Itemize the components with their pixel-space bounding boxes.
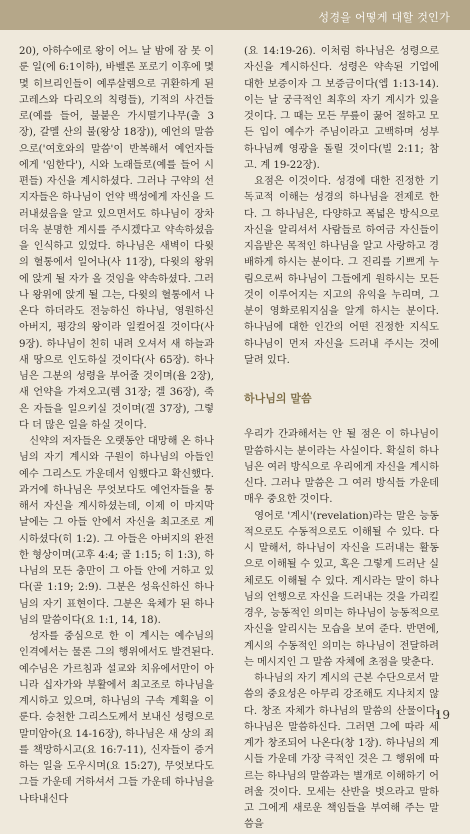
paragraph: 신약의 저자들은 오랫동안 대망해 온 하나님의 자기 계시와 구원이 하나님의 아들인 예수 그리스도 가운데서 임했다고 확신했다. 과거에 하나님은 무엇보다도 예언자들을 통해서 자신을 계시하셨는데, 이제 이 마지막 날에는 그 아들 안에서 자신을 최고조로 계시하셨다(히 1:2). 그 아들은 아버지의 완전한 형상이며(고후 4:4; 골 1:15; 히 1:3), 하나님의 모든 충만이 그 아들 안에 거하고 있다(골 1:19; 2:9). 그분은 성육신하신 하나님의 자기 표현이다. 그분은 육체가 된 하나님의 말씀이다(요 1:1, 14, 18). [19, 436, 214, 626]
paragraph: (요 14:19-26). 이처럼 하나님은 성령으로 자신을 계시하신다. 성령은 약속된 기업에 대한 보증이자 그 보증금이다(엡 1:13-14). 이는 날 궁극적인 최후의 자기 계시가 있을 것이다. 그 때는 모든 무릎이 꿇어 절하고 모든 입이 예수가 주님이라고 고백하며 성부 하나님께 영광을 돌릴 것이다(빌 2:11; 참고. 계 19-22장). [244, 46, 439, 171]
running-header-band [0, 0, 470, 30]
paragraph: 20), 아하수에로 왕이 어느 날 밤에 잠 못 이룬 일(에 6:1이하), 바벨론 포로기 이후에 몇몇 히브리인들이 예루살렘으로 귀환하게 된 고레스와 다리오의 칙령들), 기적의 사건들로(예를 들어, 불붙은 가시떨기나무(출 3장), 갈멜 산의 불(왕상 18장)), 예언의 말씀으로('여호와의 말씀'이 반복해서 예언자들에게 '임한다'), 시와 노래들로(예를 들어 시편들) 자신을 계시하셨다. 그러나 구약의 선지자들은 하나님이 언약 백성에게 자신을 드러내셨음을 알고 있으면서도 하나님이 장차 더욱 분명한 계시를 주시겠다고 약속하셨음을 인식하고 있었다. 하나님은 새벽이 다윗의 혈통에서 일어나(사 11장), 다윗의 왕위에 앉게 될 자가 올 것임을 약속하셨다. 그러나 왕위에 앉게 될 그는, 다윗의 혈통에서 나온다 하더라도 전능하신 하나님, 영원하신 아버지, 평강의 왕이라 일컬어질 것이다(사 9장). 하나님이 친히 내려 오셔서 새 하늘과 새 땅으로 인도하실 것이다(사 65장). 하나님은 그분의 성령을 부어줄 것이며(욜 2장), 새 언약을 가져오고(렘 31장; 겔 36장), 죽은 자들을 일으키실 것이며(겔 37장), 그렇다 더 많은 일을 하실 것이다. [19, 46, 214, 431]
paragraph: 성자를 중심으로 한 이 계시는 예수님의 인격에서는 물론 그의 행위에서도 발견된다. 예수님은 가르침과 설교와 치유에서만이 아니라 십자가와 부활에서 최고조로 하나님을 계시하고 있으며, 하나님의 구속 계획을 이룬다. 승천한 그리스도께서 보내신 성령으로 말미암아(요 14-16장), 하나님은 새 상의 죄를 책망하시고(요 16:7-11), 신자들이 증거하는 일을 도우시며(요 15:27), 무엇보다도 그들 가운데 거하셔서 그들 가운데 하나님을 나타내신다 [19, 631, 214, 805]
section-heading: 하나님의 말씀 [244, 392, 312, 405]
paragraph: 하나님의 자기 계시의 근본 수단으로서 말씀의 중요성은 아무리 강조해도 지나치지 않다. 창조 자체가 하나님의 말씀의 산물이다. 하나님은 말씀하신다. 그러면 그에 따라 세계가 창조되어 나온다(창 1장). 하나님의 계시들 가운데 가장 극적인 것은 그 행위에 따르는 하나님의 말씀과는 별개로 이해하기 어려울 것이다. 모세는 산반을 벗으라고 말하고 그에게 새로운 책임들을 부여해 주는 말씀을 [244, 673, 439, 831]
right-column [244, 44, 439, 834]
paragraph: 우리가 간과해서는 안 될 점은 이 하나님이 말씀하시는 분이라는 사실이다. 확실히 하나님은 여러 방식으로 우리에게 자신을 계시하신다. 그러나 말씀은 그 여러 방식들 가운데 매우 중요한 것이다. [244, 429, 439, 506]
paragraph: 영어로 '계시'(revelation)라는 말은 능동적으로도 수동적으로도 이해될 수 있다. 다시 말해서, 하나님이 자신을 드러내는 활동으로 이해될 수 있고, 혹은 그렇게 드러난 실체로도 이해될 수 있다. 계시라는 말이 하나님의 언행으로 자신을 드러내는 것을 가리킬 경우, 능동적인 의미는 하나님이 능동적으로 자신을 알리시는 모습을 보여 준다. 반면에, 계시의 수동적인 의미는 하나님이 전달하려는 메시지인 그 말씀 자체에 초점을 맞춘다. [244, 510, 439, 668]
left-column [19, 44, 214, 808]
paragraph: 요점은 이것이다. 성경에 대한 진정한 기독교적 이해는 성경의 하나님을 전제로 한다. 그 하나님은, 다양하고 폭넓은 방식으로 자신을 알리셔서 사람들로 하여금 자신들이 지음받은 목적인 하나님을 알고 사랑하고 경배하게 하시는 분이다. 그 진리를 기쁘게 누림으로써 하나님이 그들에게 원하시는 모든 것이 이루어지는 지고의 유익을 누리며, 그분이 영화로워지심을 알게 하시는 분이다. 하나님에 대한 인간의 어떤 진정한 지식도 하나님이 먼저 자신을 드러내 주시는 것에 달려 있다. [244, 176, 439, 366]
page-number: 19 [434, 708, 450, 722]
running-header-title: 성경을 어떻게 대할 것인가 [318, 11, 450, 24]
